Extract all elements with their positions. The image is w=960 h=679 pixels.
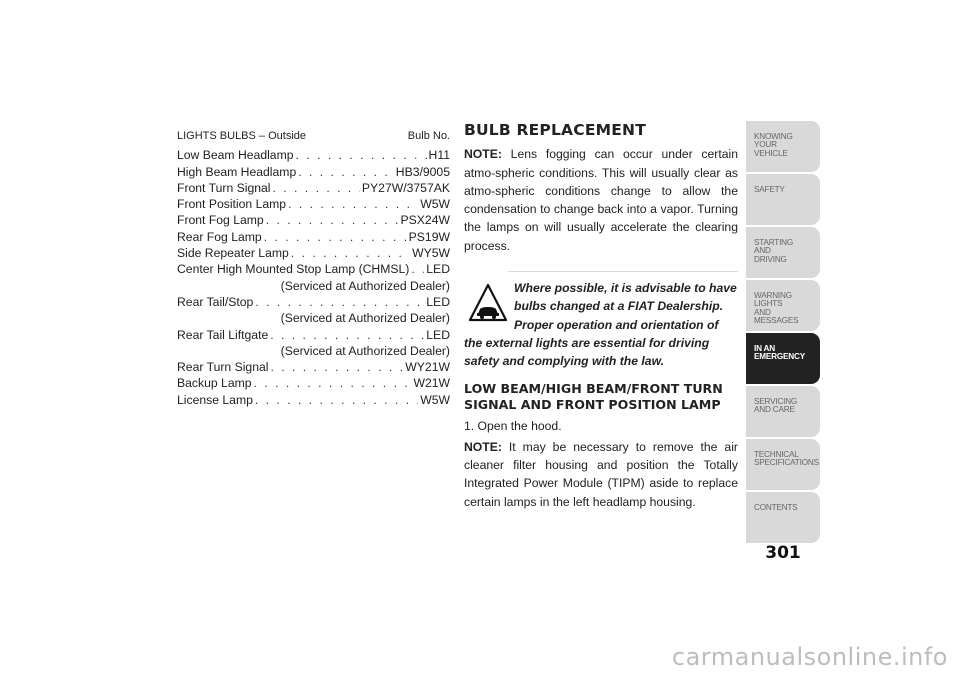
leader-dots (255, 294, 424, 310)
chapter-tab-label: IN AN EMERGENCY (754, 344, 805, 362)
chapter-tab-label: STARTING AND DRIVING (754, 238, 794, 264)
note-text: Lens fogging can occur under certain atmo-spheric conditions. This will usually clear as atmo-spheric conditions change to allow the condensation to change back into a vapor. Turning the lamps on will usually accelerate the clearing process. (464, 147, 739, 253)
bulb-table (177, 128, 450, 408)
fogging-note (464, 145, 738, 255)
chapter-tab-label: SERVICING AND CARE (754, 397, 798, 415)
note2-text: It may be necessary to remove the air cleaner filter housing and position the Totally Integrated Power Module (TIPM) aside to replace certain lamps in the left headlamp housing. (464, 439, 738, 509)
bulb-name: Rear Fog Lamp (177, 229, 262, 244)
bulb-service-note: (Serviced at Authorized Dealer) (280, 278, 450, 293)
page-number: 301 (765, 543, 801, 563)
bulb-name: Rear Turn Signal (177, 360, 269, 375)
bulb-number: PY27W/3757AK (361, 180, 450, 195)
chapter-tab-label: SAFETY (754, 185, 785, 194)
tipm-note (464, 438, 738, 511)
chapter-tab[interactable] (746, 280, 820, 331)
section-title: BULB REPLACEMENT (464, 121, 646, 139)
bulb-name: Front Turn Signal (177, 180, 271, 195)
bulb-number: LED (426, 327, 450, 342)
chapter-tab-label: TECHNICAL SPECIFICATIONS (754, 450, 819, 468)
bulb-number: WY5W (412, 246, 450, 261)
chapter-tab[interactable] (746, 439, 820, 490)
leader-dots (291, 245, 410, 261)
bulb-name: Rear Tail/Stop (177, 294, 254, 309)
bulb-number: PS19W (408, 229, 450, 244)
bulb-service-note: (Serviced at Authorized Dealer) (280, 311, 450, 326)
subheading: LOW BEAM/HIGH BEAM/FRONT TURN SIGNAL AND FRONT POSITION LAMP (464, 380, 723, 412)
bulb-name: Center High Mounted Stop Lamp (CHMSL) (177, 262, 410, 277)
bulb-name: Backup Lamp (177, 376, 252, 391)
bulb-row (177, 196, 450, 212)
leader-dots (288, 196, 418, 212)
bulb-name: Front Fog Lamp (177, 213, 264, 228)
leader-dots (266, 212, 399, 228)
leader-dots (270, 327, 424, 343)
chapter-tab[interactable] (746, 492, 820, 543)
watermark: carmanualsonline.info (671, 643, 948, 671)
bulb-row (177, 359, 450, 375)
bulb-row (177, 327, 450, 343)
bulb-name: License Lamp (177, 392, 253, 407)
bulb-row (177, 229, 450, 245)
leader-dots (270, 359, 403, 375)
chapter-tab[interactable] (746, 386, 820, 437)
bulb-row (177, 164, 450, 180)
bulb-table-rows (177, 147, 450, 408)
car-warning-icon (468, 283, 508, 323)
bulb-row (177, 180, 450, 196)
leader-dots (298, 164, 394, 180)
bulb-row (177, 212, 450, 228)
warning-divider (508, 271, 738, 272)
bulb-row (177, 261, 450, 277)
bulb-number: LED (426, 262, 450, 277)
note2-label: NOTE: (464, 439, 502, 454)
bulb-number: H11 (428, 148, 450, 163)
chapter-tab-label: WARNING LIGHTS AND MESSAGES (754, 291, 799, 326)
bulb-table-header-left: LIGHTS BULBS – Outside (177, 130, 306, 142)
bulb-row (177, 294, 450, 310)
warning-text: Where possible, it is advisable to have bulbs changed at a FIAT Dealership. Proper operation and orientation of the external lights are essential for driving safety and complying with the law. (464, 281, 737, 369)
leader-dots (272, 180, 359, 196)
leader-dots (296, 147, 427, 163)
step-1: 1. Open the hood. (464, 418, 562, 433)
bulb-name: High Beam Headlamp (177, 164, 297, 179)
bulb-name: Front Position Lamp (177, 197, 287, 212)
leader-dots (255, 392, 418, 408)
leader-dots (411, 261, 424, 277)
chapter-tab[interactable] (746, 174, 820, 225)
bulb-name: Side Repeater Lamp (177, 246, 289, 261)
bulb-number: LED (426, 294, 450, 309)
bulb-row (177, 392, 450, 408)
bulb-row (177, 147, 450, 163)
leader-dots (264, 229, 407, 245)
bulb-table-header-right: Bulb No. (407, 130, 450, 142)
chapter-tab[interactable] (746, 121, 820, 172)
bulb-number: HB3/9005 (395, 164, 450, 179)
bulb-table-header (177, 128, 450, 144)
bulb-row (177, 375, 450, 391)
chapter-tabs (746, 121, 820, 545)
bulb-number: W21W (413, 376, 450, 391)
note-label: NOTE: (464, 147, 502, 162)
chapter-tab-label: CONTENTS (754, 503, 798, 512)
bulb-number: WY21W (405, 360, 450, 375)
chapter-tab[interactable] (746, 333, 820, 384)
chapter-tab-label: KNOWING YOUR VEHICLE (754, 132, 793, 158)
bulb-number: W5W (420, 392, 450, 407)
bulb-replacement-section (464, 121, 738, 511)
bulb-name: Rear Tail Liftgate (177, 327, 269, 342)
bulb-row (177, 245, 450, 261)
warning-block (464, 271, 738, 370)
bulb-name: Low Beam Headlamp (177, 148, 294, 163)
chapter-tab[interactable] (746, 227, 820, 278)
bulb-number: W5W (420, 197, 450, 212)
bulb-number: PSX24W (400, 213, 450, 228)
leader-dots (254, 375, 412, 391)
bulb-service-note: (Serviced at Authorized Dealer) (280, 343, 450, 358)
